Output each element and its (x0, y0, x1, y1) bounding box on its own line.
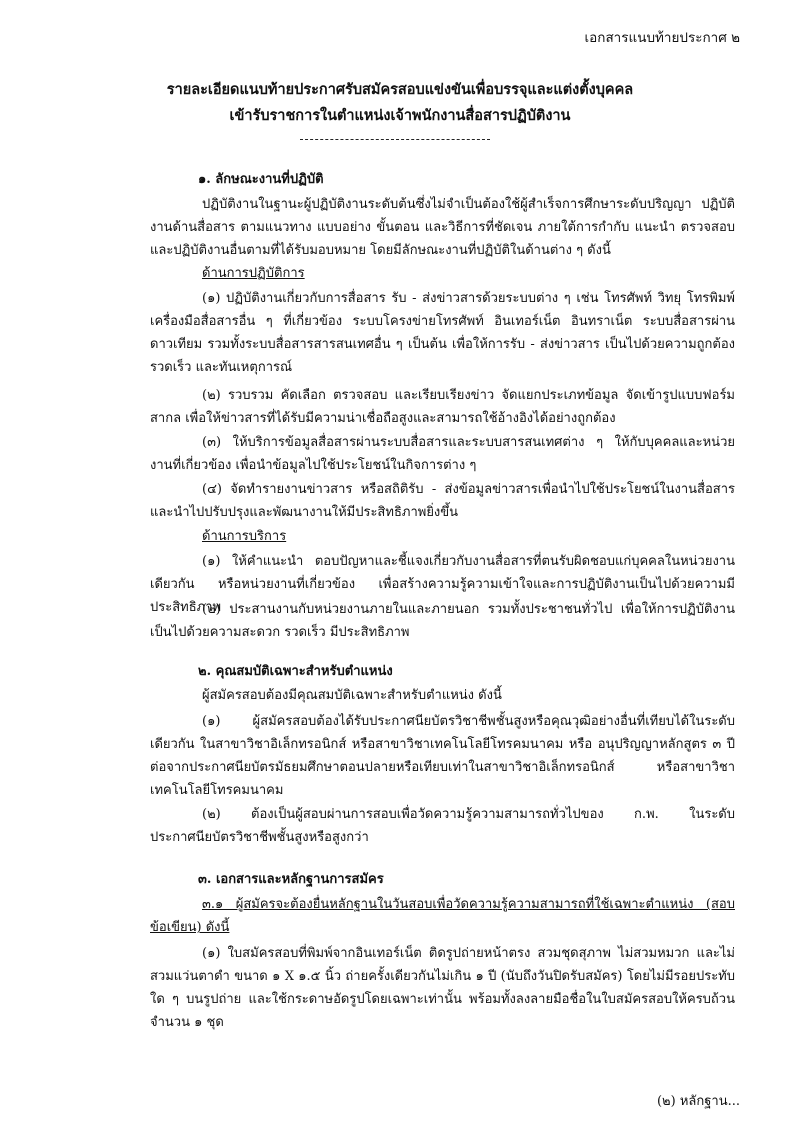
operations-item-3: (๓) ให้บริการข้อมูลสื่อสารผ่านระบบสื่อสารและระบบสารสนเทศต่าง ๆ ให้กับบุคคลและหน่วยงานที่เกี่ยวข้อง เพื่อนำข้อมูลไปใช้ประโยชน์ในกิจการต่าง ๆ (150, 435, 735, 473)
continued-marker: (๒) หลักฐาน... (656, 1094, 740, 1109)
title-divider (300, 139, 490, 140)
section-2-item-2: (๒) ต้องเป็นผู้สอบผ่านการสอบเพื่อวัดความรู้ความสามารถทั่วไปของ ก.พ. ในระดับประกาศนียบัตรวิชาชีพชั้นสูงหรือสูงกว่า (150, 807, 735, 845)
section-3-1: ๓.๑ ผู้สมัครจะต้องยื่นหลักฐานในวันสอบเพื่อวัดความรู้ความสามารถที่ใช้เฉพาะตำแหน่ง (สอบข้อเขียน) ดังนี้ (150, 897, 735, 935)
section-1-heading: ๑. ลักษณะงานที่ปฏิบัติ (198, 172, 324, 187)
operations-item-1: (๑) ปฏิบัติงานเกี่ยวกับการสื่อสาร รับ - ส่งข่าวสารด้วยระบบต่าง ๆ เช่น โทรศัพท์ วิทยุ โทรพิมพ์ เครื่องมือสื่อสารอื่น ๆ ที่เกี่ยวข้อง ระบบโครงข่ายโทรศัพท์ อินเทอร์เน็ต อินทราเน็ต ระบบสื่อสารผ่านดาวเทียม รวมทั้งระบบสื่อสารสารสนเทศอื่น ๆ เป็นต้น เพื่อให้การรับ - ส่งข่าวสาร เป็นไปด้วยความถูกต้อง รวดเร็ว และทันเหตุการณ์ (150, 291, 735, 375)
operations-item-2: (๒) รวบรวม คัดเลือก ตรวจสอบ และเรียบเรียงข่าว จัดแยกประเภทข้อมูล จัดเข้ารูปแบบฟอร์มสากล เพื่อให้ข่าวสารที่ได้รับมีความน่าเชื่อถือสูงและสามารถใช้อ้างอิงได้อย่างถูกต้อง (150, 388, 735, 426)
title-line-1: รายละเอียดแนบท้ายประกาศรับสมัครสอบแข่งขันเพื่อบรรจุและแต่งตั้งบุคคล (166, 81, 634, 98)
annex-label: เอกสารแนบท้ายประกาศ ๒ (584, 30, 740, 46)
section-1-intro: ปฏิบัติงานในฐานะผู้ปฏิบัติงานระดับต้นซึ่งไม่จำเป็นต้องใช้ผู้สำเร็จการศึกษาระดับปริญญา ปฏิบัติงานด้านสื่อสาร ตามแนวทาง แบบอย่าง ขั้นตอน และวิธีการที่ชัดเจน ภายใต้การกำกับ แนะนำ ตรวจสอบ และปฏิบัติงานอื่นตามที่ได้รับมอบหมาย โดยมีลักษณะงานที่ปฏิบัติในด้านต่าง ๆ ดังนี้ (150, 197, 735, 258)
operations-item-4: (๔) จัดทำรายงานข่าวสาร หรือสถิติรับ - ส่งข้อมูลข่าวสารเพื่อนำไปใช้ประโยชน์ในงานสื่อสารและนำไปปรับปรุงและพัฒนางานให้มีประสิทธิภาพยิ่งขึ้น (150, 482, 735, 520)
operations-heading: ด้านการปฏิบัติการ (202, 266, 305, 281)
services-heading: ด้านการบริการ (202, 529, 287, 544)
title-line-2: เข้ารับราชการในตำแหน่งเจ้าพนักงานสื่อสารปฏิบัติงาน (229, 107, 571, 124)
section-2-heading: ๒. คุณสมบัติเฉพาะสำหรับตำแหน่ง (198, 664, 393, 679)
services-item-1: (๑) ให้คำแนะนำ ตอบปัญหาและชี้แจงเกี่ยวกับงานสื่อสารที่ตนรับผิดชอบแก่บุคคลในหน่วยงานเดียวกัน หรือหน่วยงานที่เกี่ยวข้อง เพื่อสร้างความรู้ความเข้าใจและการปฏิบัติงานเป็นไปด้วยความมีประสิทธิภาพ (150, 554, 735, 615)
section-3-heading: ๓. เอกสารและหลักฐานการสมัคร (198, 872, 384, 887)
services-item-2: (๒) ประสานงานกับหน่วยงานภายในและภายนอก รวมทั้งประชาชนทั่วไป เพื่อให้การปฏิบัติงานเป็นไปด้วยความสะดวก รวดเร็ว มีประสิทธิภาพ (150, 602, 735, 640)
section-3-1-item-1: (๑) ใบสมัครสอบที่พิมพ์จากอินเทอร์เน็ต ติดรูปถ่ายหน้าตรง สวมชุดสุภาพ ไม่สวมหมวก และไม่สวมแว่นตาดำ ขนาด ๑ X ๑.๕ นิ้ว ถ่ายครั้งเดียวกันไม่เกิน ๑ ปี (นับถึงวันปิดรับสมัคร) โดยไม่มีรอยประทับใด ๆ บนรูปถ่าย และใช้กระดาษอัดรูปโดยเฉพาะเท่านั้น พร้อมทั้งลงลายมือชื่อในใบสมัครสอบให้ครบถ้วน จำนวน ๑ ชุด (150, 946, 735, 1030)
section-2-intro: ผู้สมัครสอบต้องมีคุณสมบัติเฉพาะสำหรับตำแหน่ง ดังนี้ (202, 688, 502, 703)
section-2-item-1: (๑) ผู้สมัครสอบต้องได้รับประกาศนียบัตรวิชาชีพชั้นสูงหรือคุณวุฒิอย่างอื่นที่เทียบได้ในระดับเดียวกัน ในสาขาวิชาอิเล็กทรอนิกส์ หรือสาขาวิชาเทคโนโลยีโทรคมนาคม หรือ อนุปริญญาหลักสูตร ๓ ปี ต่อจากประกาศนียบัตรมัธยมศึกษาตอนปลายหรือเทียบเท่าในสาขาวิชาอิเล็กทรอนิกส์ หรือสาขาวิชาเทคโนโลยีโทรคมนาคม (150, 714, 735, 798)
